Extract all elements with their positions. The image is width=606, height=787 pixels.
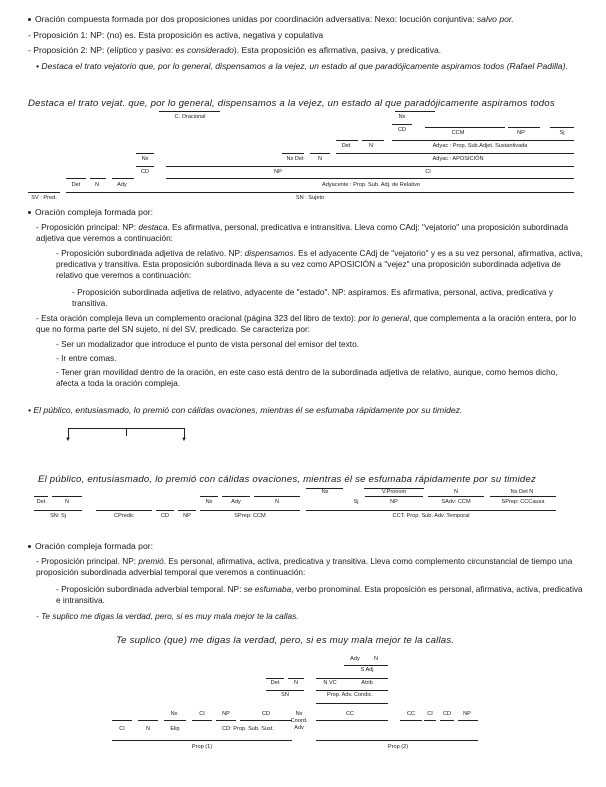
d3-label-coord: Coord. <box>290 718 308 724</box>
d3-label-det: Det <box>270 680 280 686</box>
bullet-icon <box>28 18 31 21</box>
d2-label-sj: Sj <box>353 499 359 505</box>
d2-line <box>428 496 484 497</box>
d1-label-adyac-prop: Adyac : Prop. Sub.Adjet. Sustantivada <box>432 143 528 149</box>
bullet-icon <box>28 545 31 548</box>
d1-line <box>136 166 154 167</box>
d3-line <box>240 720 292 721</box>
d2-label-nx: Nx <box>321 489 329 495</box>
d3-label-ci-2: CI <box>427 711 433 717</box>
d1-label-ady: Ady <box>117 182 127 188</box>
d1-label-adyacente: Adyacente : Prop. Sub. Adj. de Relativo <box>322 182 420 188</box>
d1-label-sn: SN : Sujeto <box>295 195 325 201</box>
d1-line <box>362 140 384 141</box>
d2-line <box>96 510 152 511</box>
d2-line <box>52 496 82 497</box>
d3-line <box>440 720 454 721</box>
d1-label-cd: CD <box>397 127 407 133</box>
d3-label-np-2: NP <box>463 711 471 717</box>
diagram1-sentence: Destaca el trato vejat. que, por lo general, dispensamos a la vejez, un estado al que paradójicamente aspiramos todos <box>28 98 555 109</box>
d2-label-nx-2: Nx <box>205 499 213 505</box>
d3-label-n-b: N <box>145 726 151 732</box>
example-sentence-1: • Destaca el trato vejatorio que, por lo general, dispensamos a la vejez, un estado al que paradójicamente aspiramos todos (Rafael Padilla). <box>36 61 568 71</box>
d3-label-ady: Ady <box>350 656 360 662</box>
d3-label-cc: CC <box>345 711 355 717</box>
diagram2-sentence: El público, entusiasmado, lo premió con cálidas ovaciones, mientras él se esfumaba rápidamente por su timidez <box>38 474 537 485</box>
d3-label-cd: CD <box>261 711 271 717</box>
d1-line <box>336 140 358 141</box>
d1-underline <box>159 111 220 112</box>
d2-label-cct: CCT: Prop. Sub. Adv. Temporal <box>392 513 470 519</box>
d2-line <box>254 496 300 497</box>
example-sentence-3: - Te suplico me digas la verdad, pero, si es muy mala mejor te la callas. <box>36 611 299 621</box>
d3-label-nx: Nx <box>170 711 178 717</box>
d2-line <box>178 510 196 511</box>
d3-label-n-2: N <box>293 680 299 686</box>
section2-complemento: - Esta oración compleja lleva un complemento oracional (página 323 del libro de texto): por lo general, que complementa a la oración entera, por lo que no forma parte del SN sujeto, ni del SV, predicado. Se caracteriza por: <box>36 313 577 334</box>
example-sentence-2: • El público, entusiasmado, lo premió con cálidas ovaciones, mientras él se esfumaba rápidamente por su timidez. <box>28 405 463 415</box>
section2-principal: - Proposición principal: NP: destaca. Es afirmativa, personal, predicativa e intransitiva. Lleva como CAdj: "vejatorio" una proposición subordinada adjetiva que veremos a continuación: <box>36 222 569 243</box>
d3-label-atrib: Atrib <box>361 680 373 686</box>
d2-label-vpronom: V.Pronom <box>381 489 407 495</box>
d2-label-sprep-ccc: SPrep: CCCausa <box>501 499 545 505</box>
d2-line <box>306 510 556 511</box>
d1-label-sv: SV : Pred. <box>31 195 57 201</box>
section3-principal: - Proposición principal. NP: premió. Es personal, afirmativa, activa, predicativa y transitiva. Lleva como complemento circunstancial de tiempo una proposición subordinada adverbial temporal que veremos a continuación: <box>36 556 573 577</box>
d1-line <box>310 153 330 154</box>
d1-line <box>90 178 106 179</box>
d3-line <box>288 678 304 679</box>
d1-label-det-2: Det <box>71 182 81 188</box>
d3-label-cd-prop: CD: Prop. Sub. Sust. <box>222 726 274 732</box>
d1-label-np-2: NP <box>274 169 282 175</box>
d3-line <box>316 720 388 721</box>
d3-label-prop-adv: Prop. Adv. Condic. <box>327 692 373 698</box>
d1-line <box>425 127 505 128</box>
d1-label-det: Det <box>341 143 351 149</box>
d1-line <box>336 153 574 154</box>
d3-label-sadj: S Adj <box>360 667 374 673</box>
section2-subordinada-2: - Proposición subordinada adjetiva de relativo, adyacente de "estado". NP: aspiramos. Es afirmativa, personal, activa, predicativa y transitiva. <box>72 287 553 308</box>
d2-line <box>200 510 300 511</box>
d1-label-n: N <box>368 143 374 149</box>
d3-line <box>266 690 304 691</box>
intro-line-3: - Proposición 2: NP: (elíptico y pasivo: es considerado). Esta proposición es afirmativa, pasiva, y predicativa. <box>28 45 442 55</box>
intro-line-2: - Proposición 1: NP: (no) es. Esta proposición es activa, negativa y copulativa <box>28 30 324 40</box>
d3-line <box>316 703 388 704</box>
d1-underline <box>395 111 435 112</box>
d3-label-nx-coord: Nx <box>295 711 303 717</box>
d1-line <box>66 178 86 179</box>
d1-label-nx: Nx <box>398 114 406 120</box>
d1-label-n-3: N <box>94 182 100 188</box>
d3-label-ci: CI <box>199 711 205 717</box>
d2-label-n: N <box>453 489 459 495</box>
section2-subordinada-1: - Proposición subordinada adjetiva de relativo. NP: dispensamos. Es el adyacente CAdj de "vejatorio" y es a su vez personal, afirmativa, activa, predicativa y transitiva. Esta proposición subordinada lleva a su vez como APOSICIÓN a "vejez" una proposición subordinada adjetiva de relativo que veremos a continuación: <box>56 248 583 280</box>
d2-line <box>222 496 250 497</box>
d1-label-n-2: N <box>317 156 323 162</box>
d3-label-nvc: N VC <box>323 680 337 686</box>
d1-label-nx-det: Nx Det <box>286 156 304 162</box>
d2-label-ady: Ady <box>231 499 241 505</box>
d1-line <box>550 127 574 128</box>
d3-line <box>112 740 292 741</box>
d2-label-nx-det-n: Nx Det N <box>510 489 534 495</box>
d3-line <box>316 740 478 741</box>
d3-label-elip: Elip <box>170 726 180 732</box>
d1-line <box>166 166 574 167</box>
d1-line <box>166 178 574 179</box>
d3-line <box>112 720 132 721</box>
section3-heading: Oración compleja formada por: <box>28 541 588 552</box>
intro-line-1: Oración compuesta formada por dos proposiciones unidas por coordinación adversativa: Nexo: locución conjuntiva: salvo por. <box>28 14 588 25</box>
d2-line <box>156 510 174 511</box>
d1-line <box>28 192 60 193</box>
d1-line <box>136 153 154 154</box>
section3-subordinada: - Proposición subordinada adverbial temporal. NP: se esfumaba, verbo pronominal. Esta proposición es personal, afirmativa, activa, predicativa e intransitiva. <box>56 584 583 605</box>
d2-label-np-2: NP <box>183 513 191 519</box>
d3-label-sn: SN <box>281 692 289 698</box>
d3-line <box>138 720 158 721</box>
d3-line <box>316 690 388 691</box>
d3-label-n: N <box>373 656 379 662</box>
d3-label-cd-2: CD <box>442 711 452 717</box>
d2-arrow-stem <box>126 428 127 436</box>
d3-line <box>344 665 388 666</box>
d2-label-sprep-ccm: SPrep: CCM <box>234 513 266 519</box>
d2-line <box>490 496 556 497</box>
d1-line <box>66 192 574 193</box>
d1-label-np: NP <box>517 130 525 136</box>
d2-line <box>34 496 48 497</box>
arrow-down-icon: ▼ <box>65 437 71 443</box>
arrow-down-icon: ▼ <box>181 437 187 443</box>
d1-line <box>282 153 304 154</box>
d3-line <box>192 720 212 721</box>
d1-label-c-oracional: C. Oracional <box>174 114 206 120</box>
section2-caract-1: - Ser un modalizador que introduce el punto de vista personal del emisor del texto. <box>56 339 360 349</box>
section2-caract-3: - Tener gran movilidad dentro de la oración, en este caso está dentro de la subordinada adjetiva de relativo, aunque, como hemos dicho, afecta a toda la oración compleja. <box>56 367 558 388</box>
d2-label-snsj: SN: Sj <box>50 513 66 519</box>
d3-label-prop2: Prop (2) <box>387 744 409 750</box>
d1-label-ccm: CCM <box>451 130 465 136</box>
d3-line <box>216 720 236 721</box>
section2-heading: Oración compleja formada por: <box>28 207 588 218</box>
bullet-icon <box>28 211 31 214</box>
d3-line <box>458 720 478 721</box>
d3-line <box>266 678 284 679</box>
d2-line <box>365 496 423 497</box>
d3-line <box>164 720 186 721</box>
d1-label-adyac-apos: Adyac : APOSICIÓN <box>432 156 484 162</box>
section2-caract-2: - Ir entre comas. <box>56 353 117 363</box>
d3-line <box>424 720 436 721</box>
d2-label-cpredic: CPredic <box>114 513 134 519</box>
diagram3-sentence: Te suplico (que) me digas la verdad, pero, si es muy mala mejor te la callas. <box>116 635 455 646</box>
d1-line <box>112 178 134 179</box>
d2-label-n-3: N <box>274 499 280 505</box>
d1-label-cd-2: CD <box>140 169 150 175</box>
d1-line <box>392 140 574 141</box>
d2-label-n-2: N <box>64 499 70 505</box>
d3-line <box>400 720 422 721</box>
d3-line <box>316 678 388 679</box>
d2-label-np: NP <box>390 499 398 505</box>
d3-label-ci-b: CI <box>119 726 125 732</box>
d1-line <box>508 127 540 128</box>
d3-label-np: NP <box>222 711 230 717</box>
d2-label-sadv: SAdv: CCM <box>441 499 471 505</box>
d1-label-ci: CI <box>425 169 431 175</box>
d3-label-adv: Adv <box>294 725 304 731</box>
d1-label-sj: Sj <box>559 130 565 136</box>
d3-label-cc-2: CC <box>406 711 416 717</box>
d3-label-prop1: Prop (1) <box>191 744 213 750</box>
d2-label-cd: CD <box>160 513 170 519</box>
d1-label-nx-2: Nx <box>141 156 149 162</box>
d1-line <box>392 124 412 125</box>
d2-label-det: Det <box>36 499 46 505</box>
d2-line <box>34 510 82 511</box>
d2-line <box>200 496 218 497</box>
